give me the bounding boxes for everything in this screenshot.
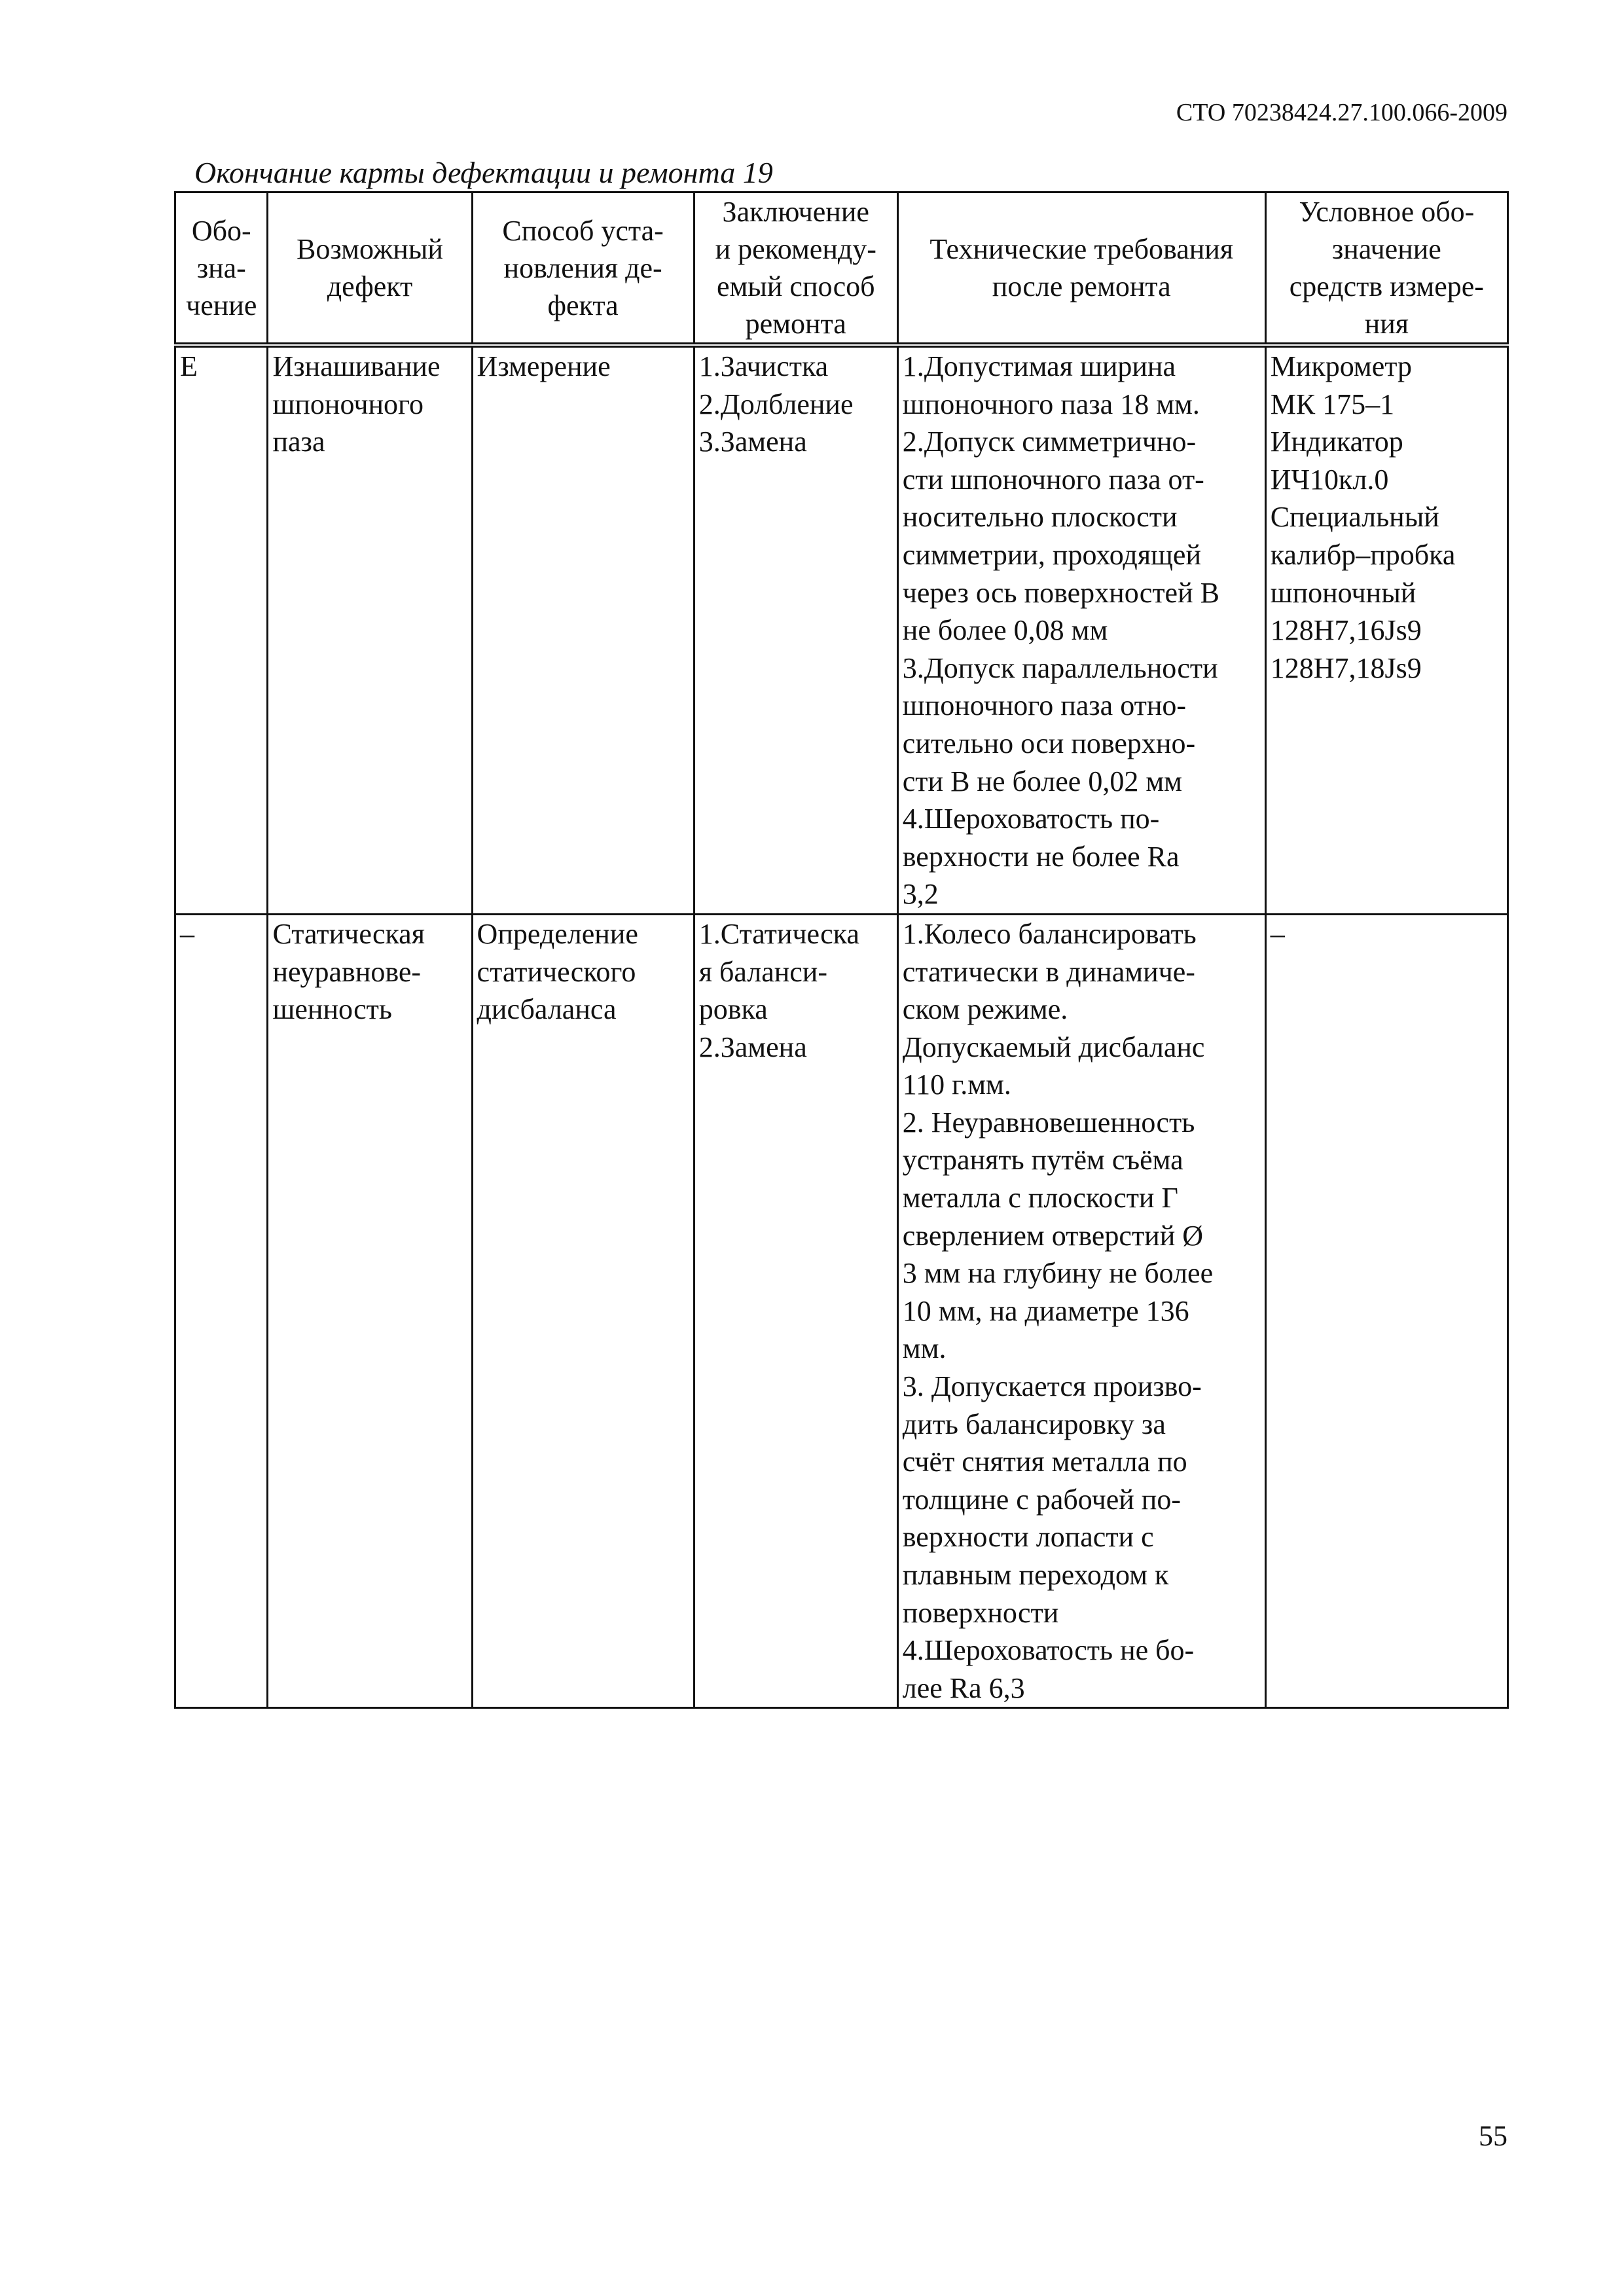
header-measuring-instruments: Условное обо- значение средств измере- ния [1265, 192, 1507, 346]
header-designation: Обо- зна- чение [175, 192, 268, 346]
cell-measuring-instruments: – [1265, 914, 1507, 1707]
page-number: 55 [1479, 2120, 1507, 2152]
cell-defect: Изнашивание шпоночного паза [268, 345, 472, 914]
cell-detection-method: Определение статического дисбаланса [472, 914, 694, 1707]
cell-defect: Статическая неуравнове- шенность [268, 914, 472, 1707]
header-defect: Возможный дефект [268, 192, 472, 346]
table-body [175, 345, 1508, 1708]
header-detection-method: Способ уста- новления де- фекта [472, 192, 694, 346]
document-code: СТО 70238424.27.100.066-2009 [1176, 99, 1507, 126]
cell-technical-requirements: 1.Колесо балансировать статически в динамиче- ском режиме. Допускаемый дисбаланс 110 г.мм. 2. Неуравновешенность устранять путём съёма металла с плоскости Г сверлением отверстий Ø 3 мм на глубину не более 10 мм, на диаметре 136 мм. 3. Допускается произво- дить балансировку за счёт снятия металла по толщине с рабочей по- верхности лопасти с плавным переходом к поверхности 4.Шероховатость не бо- лее Ra 6,3 [897, 914, 1265, 1707]
header-repair-recommendation: Заключение и рекоменду- емый способ ремонта [694, 192, 897, 346]
table-row [175, 345, 1508, 914]
cell-repair-recommendation: 1.Статическа я баланси- ровка 2.Замена [694, 914, 897, 1707]
header-technical-requirements: Технические требования после ремонта [897, 192, 1265, 346]
table-row [175, 914, 1508, 1707]
cell-measuring-instruments: Микрометр МК 175–1 Индикатор ИЧ10кл.0 Специальный калибр–пробка шпоночный 128Н7,16Js9 128Н7,18Js9 [1265, 345, 1507, 914]
defect-repair-table [174, 191, 1509, 1709]
cell-detection-method: Измерение [472, 345, 694, 914]
table-header [175, 192, 1508, 346]
cell-technical-requirements: 1.Допустимая ширина шпоночного паза 18 мм. 2.Допуск симметрично- сти шпоночного паза от- носительно плоскости симметрии, проходящей через ось поверхностей В не более 0,08 мм 3.Допуск параллельности шпоночного паза отно- сительно оси поверхно- сти В не более 0,02 мм 4.Шероховатость по- верхности не более Ra 3,2 [897, 345, 1265, 914]
cell-designation: Е [175, 345, 268, 914]
cell-designation: – [175, 914, 268, 1707]
header-row [175, 192, 1508, 346]
cell-repair-recommendation: 1.Зачистка 2.Долбление 3.Замена [694, 345, 897, 914]
table-caption: Окончание карты дефектации и ремонта 19 [194, 156, 773, 189]
